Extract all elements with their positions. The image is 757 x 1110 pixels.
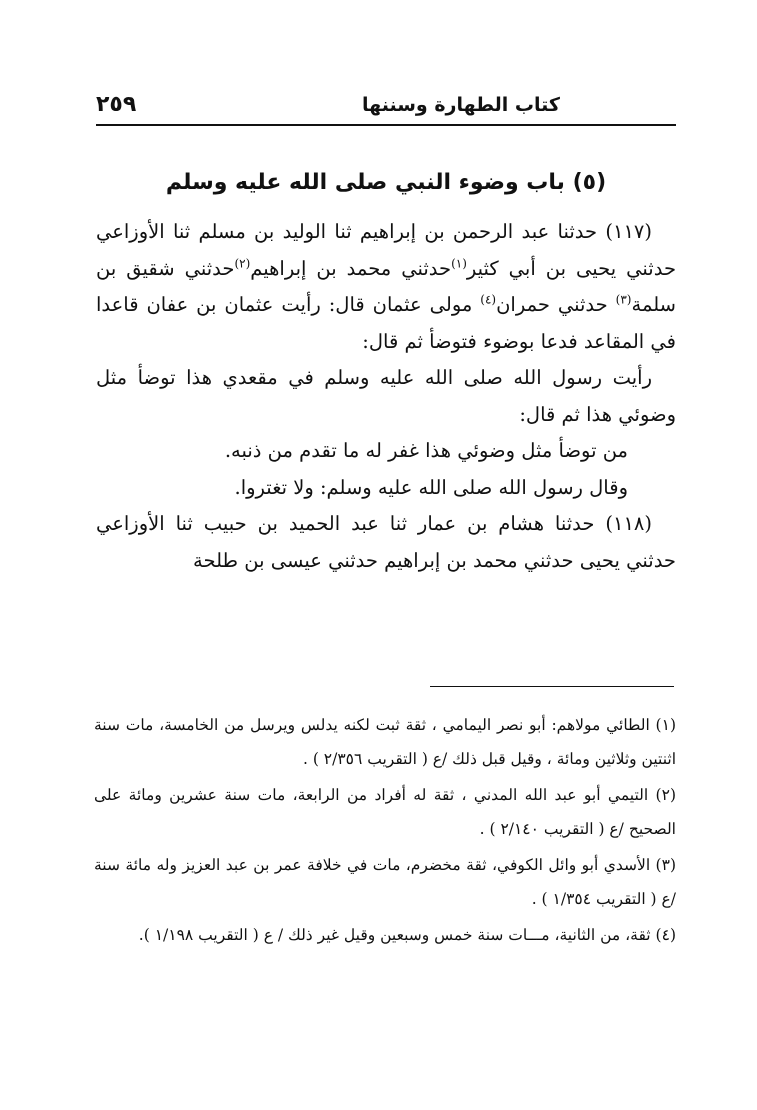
- footnotes: [94, 708, 676, 954]
- running-header: [96, 92, 676, 122]
- footnote-separator: [430, 686, 674, 687]
- text-segment: (١١٧) حدثنا عبد الرحمن بن إبراهيم ثنا الوليد بن مسلم ثنا الأوزاعي حدثني يحيى بن أبي كثير: [96, 220, 677, 280]
- hadith-117-paragraph: [96, 214, 676, 360]
- hadith-text: من توضأ مثل وضوئي هذا غفر له ما تقدم من ذنبه.: [224, 439, 628, 462]
- header-rule: [96, 124, 676, 126]
- quote-paragraph: رأيت رسول الله صلى الله عليه وسلم في مقعدي هذا توضأ مثل وضوئي هذا ثم قال:: [96, 366, 676, 426]
- footnote-3: (٣) الأسدي أبو وائل الكوفي، ثقة مخضرم، مات في خلافة عمر بن عبد العزيز وله مائة سنة /ع ( التقريب ١/٣٥٤ ) .: [94, 856, 676, 908]
- main-text: [96, 214, 676, 579]
- text-segment: حدثني شقيق بن سلمة: [96, 256, 677, 316]
- text-segment: حدثني حمران: [496, 293, 616, 316]
- footnote-ref-4[interactable]: (٤): [480, 292, 497, 307]
- footnote-ref-2[interactable]: (٢): [234, 256, 251, 270]
- text-segment: حدثني محمد بن إبراهيم: [250, 256, 452, 280]
- footnote-1: (١) الطائي مولاهم: أبو نصر اليمامي ، ثقة ثبت لكنه يدلس ويرسل من الخامسة، مات سنة اثنتين وثلاثين ومائة ، وقيل قبل ذلك /ع ( التقريب ٢/٣٥٦ ) .: [94, 716, 676, 768]
- hadith-118-paragraph: (١١٨) حدثنا هشام بن عمار ثنا عبد الحميد بن حبيب ثنا الأوزاعي حدثني يحيى حدثني محمد بن إبراهيم حدثني عيسى بن طلحة: [96, 512, 676, 572]
- hadith-text: وقال رسول الله صلى الله عليه وسلم: ولا تغتروا.: [234, 475, 628, 499]
- book-title: كتاب الطهارة وسننها: [362, 94, 560, 116]
- footnote-ref-1[interactable]: (١): [451, 256, 467, 270]
- footnote-2: (٢) التيمي أبو عبد الله المدني ، ثقة له أفراد من الرابعة، مات سنة عشرين ومائة على الصحيح /ع ( التقريب ٢/١٤٠ ) .: [94, 786, 676, 838]
- text-segment: مولى عثمان قال: رأيت عثمان بن عفان قاعدا في المقاعد فدعا بوضوء فتوضأ ثم قال:: [96, 293, 676, 353]
- chapter-heading: (٥) باب وضوء النبي صلى الله عليه وسلم: [165, 170, 607, 195]
- footnote-4: (٤) ثقة، من الثانية، مـــات سنة خمس وسبعين وقيل غير ذلك / ع ( التقريب ١/١٩٨ ).: [138, 926, 676, 944]
- page-number: ٢٥٩: [96, 92, 137, 117]
- footnote-ref-3[interactable]: (٣): [615, 292, 632, 307]
